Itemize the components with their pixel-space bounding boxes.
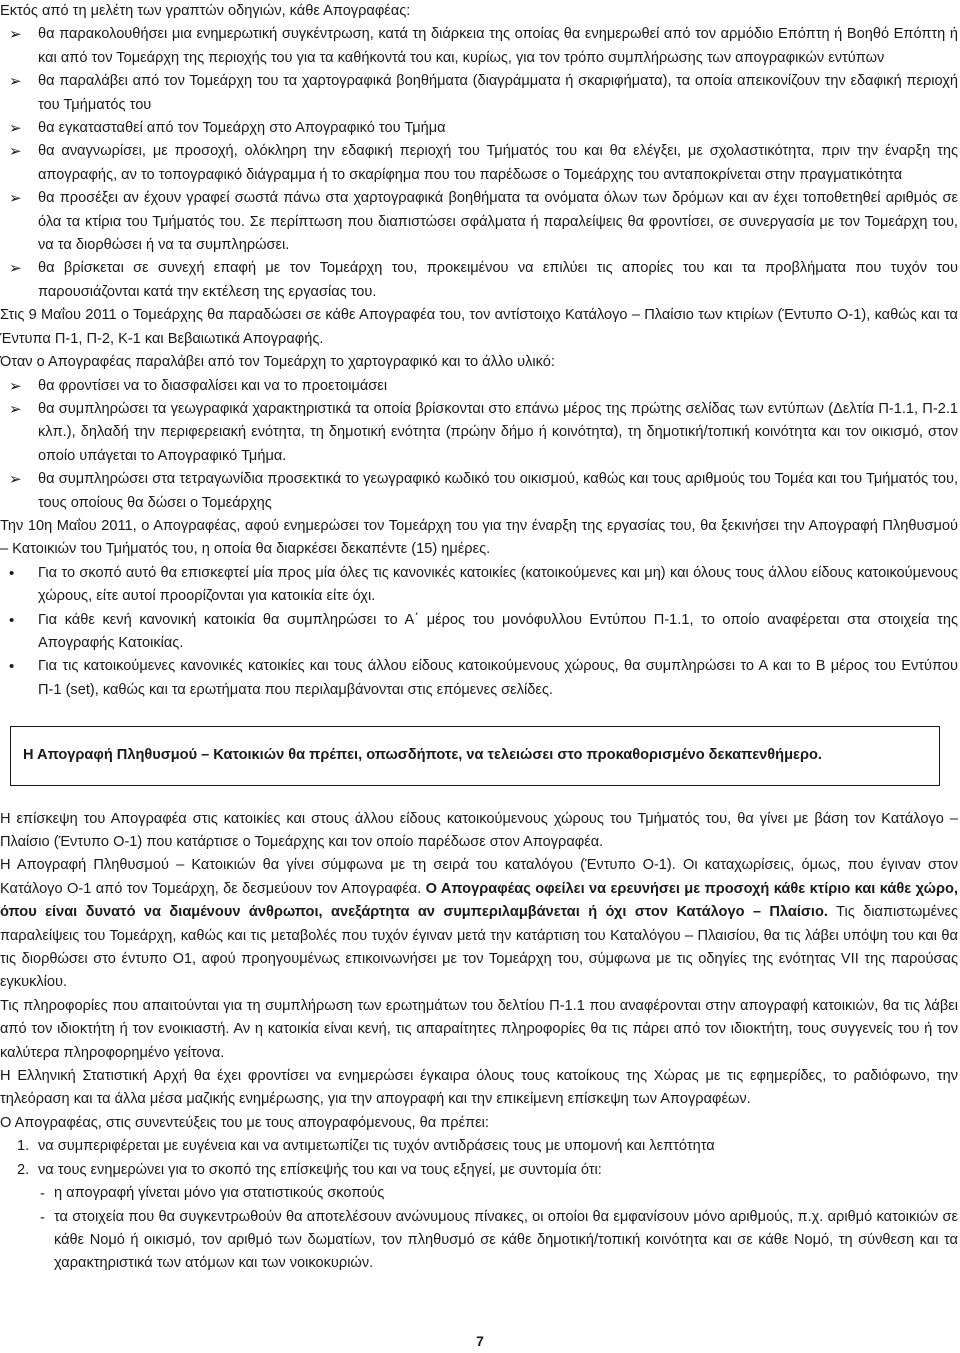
paragraph-may-10: Την 10η Μαΐου 2011, ο Απογραφέας, αφού ενημερώσει τον Τομεάρχη του για την έναρξη της εργασίας του, θα ξεκινήσει την Απογραφή Πληθυσμού – Κατοικιών του Τμήματός του, η οποία θα διαρκέσει δεκαπέντε (15) ημέρες. — [0, 517, 958, 558]
paragraph-info: Τις πληροφορίες που απαιτούνται για τη συμπλήρωση των ερωτημάτων του δελτίου Π-1.1 που αναφέρονται στην απογραφή κατοικιών, θα τις λάβει από τον ιδιοκτήτη ή τον ενοικιαστή. Αν η κατοικία είναι κενή, τις απαραίτητες πληροφορίες θα τις πάρει από τον ιδιοκτήτη, τους συγγενείς του ή τον καλύτερα πληροφορημένο γείτονα. — [0, 997, 958, 1061]
dash-list — [0, 1182, 958, 1276]
list-item: - η απογραφή γίνεται μόνο για στατιστικούς σκοπούς — [0, 1182, 958, 1205]
bullet-list — [0, 562, 958, 702]
paragraph-interviews: Ο Απογραφέας, στις συνεντεύξεις του με τους απογραφόμενους, θα πρέπει: — [0, 1114, 489, 1131]
round-bullet-icon: • — [9, 564, 15, 582]
list-item: ➢ θα βρίσκεται σε συνεχή επαφή με τον Τομεάρχη του, προκειμένου να επιλύει τις απορίες του και τα προβλήματα που τυχόν του παρουσιάζονται κατά την εκτέλεση της εργασίας του. — [0, 257, 958, 304]
list-item: • Για κάθε κενή κανονική κατοικία θα συμπληρώσει το Α΄ μέρος του μονόφυλλου Εντύπου Π-1.1, το οποίο αναφέρεται στα στοιχεία της Απογραφής Κατοικίας. — [0, 609, 958, 656]
list-item: ➢ θα προσέξει αν έχουν γραφεί σωστά πάνω στα χαρτογραφικά βοηθήματα τα ονόματα όλων των δρόμων και αν έχει τοποθετηθεί αριθμός σε όλα τα κτίρια του Τμήματός του. Σε περίπτωση που διαπιστώσει σφάλματα ή παραλείψεις θα φροντίσει, σε συνεργασία με τον Τομεάρχη του, να τα διορθώσει ή να τα συμπληρώσει. — [0, 187, 958, 257]
arrowhead-bullet-icon: ➢ — [9, 73, 22, 91]
list-item: ➢ θα συμπληρώσει στα τετραγωνίδια προσεκτικά το γεωγραφικό κωδικό του οικισμού, καθώς και τους αριθμούς του Τομέα και του Τμήματός του, τους οποίους θα δώσει ο Τομεάρχης — [0, 468, 958, 515]
round-bullet-icon: • — [9, 658, 15, 676]
dash-bullet-icon: - — [40, 1186, 45, 1203]
paragraph-may-9: Στις 9 Μαΐου 2011 ο Τομεάρχης θα παραδώσει σε κάθε Απογραφέα του, τον αντίστοιχο Κατάλογο – Πλαίσιο των κτιρίων (Έντυπο Ο-1), καθώς και τα Έντυπα Π-1, Π-2, Κ-1 και Βεβαιωτικά Απογραφής. — [0, 307, 958, 347]
dash-bullet-icon: - — [40, 1209, 45, 1226]
paragraph-order: Η Απογραφή Πληθυσμού – Κατοικιών θα γίνει σύμφωνα με τη σειρά του καταλόγου (Έντυπο Ο-1). Οι καταχωρίσεις, όμως, που έγιναν στον Κατάλογο Ο-1 από τον Τομεάρχη, δε δεσμεύουν τον Απογραφέα. Ο Απογραφέας οφείλει να ερευνήσει με προσοχή κάθε κτίριο και κάθε χώρο, όπου είναι δυνατό να διαμένουν άνθρωποι, ανεξάρτητα αν συμπεριλαμβάνεται ή όχι στον Κατάλογο – Πλαίσιο. Τις διαπιστωμένες παραλείψεις του Τομεάρχη, καθώς και τις μεταβολές που τυχόν έγιναν μετά την κατάρτιση του Καταλόγου – Πλαισίου, θα τις λάβει υπόψη του και θα τις διορθώσει στο έντυπο Ο1, αφού προηγουμένως επικοινωνήσει με τον Τομεάρχη του, σύμφωνα με τις οδηγίες της ενότητας VII της παρούσας εγκυκλίου. — [0, 857, 958, 991]
list-item: 1. να συμπεριφέρεται με ευγένεια και να αντιμετωπίζει τις τυχόν αντιδράσεις τους με υπομονή και λεπτότητα — [17, 1138, 715, 1155]
paragraph-receive-material: Όταν ο Απογραφέας παραλάβει από τον Τομεάρχη το χαρτογραφικό και το άλλο υλικό: — [0, 354, 555, 371]
emphasis-text: Ο Απογραφέας οφείλει να ερευνήσει με προσοχή κάθε κτίριο και κάθε χώρο, όπου είναι δυνατό να διαμένουν άνθρωποι, ανεξάρτητα αν συμπεριλαμβάνεται ή όχι στον Κατάλογο – Πλαίσιο. — [0, 880, 958, 921]
list-item: ➢ θα εγκατασταθεί από τον Τομεάρχη στο Απογραφικό του Τμήμα — [0, 117, 958, 140]
arrowhead-bullet-icon: ➢ — [9, 260, 22, 278]
list-item: • Για το σκοπό αυτό θα επισκεφτεί μία προς μία όλες τις κανονικές κατοικίες (κατοικούμενες και μη) και όλους τους άλλου είδους κατοικούμενους χώρους, είτε αυτοί προορίζονται για κατοικία είτε όχι. — [0, 562, 958, 609]
arrowhead-bullet-icon: ➢ — [9, 26, 22, 44]
arrowhead-bullet-icon: ➢ — [9, 143, 22, 161]
numbered-list — [0, 1135, 958, 1182]
list-item: ➢ θα αναγνωρίσει, με προσοχή, ολόκληρη την εδαφική περιοχή του Τμήματός του και θα ελέγξει, με σχολαστικότητα, πριν την έναρξη της απογραφής, αν το τοπογραφικό διάγραμμα ή το σκαρίφημα που του παρέδωσε ο Τομεάρχης του ανταποκρίνεται στην πραγματικότητα — [0, 140, 958, 187]
list-item: • Για τις κατοικούμενες κανονικές κατοικίες και τους άλλου είδους κατοικούμενους χώρους, θα συμπληρώσει το Α και το Β μέρος του Εντύπου Π-1 (set), καθώς και τα ερωτήματα που περιλαμβάνονται στις επόμενες σελίδες. — [0, 655, 958, 702]
intro-text: Εκτός από τη μελέτη των γραπτών οδηγιών, κάθε Απογραφέας: — [0, 3, 411, 19]
arrowhead-bullet-icon: ➢ — [9, 190, 22, 208]
list-item: - τα στοιχεία που θα συγκεντρωθούν θα αποτελέσουν ανώνυμους πίνακες, οι οποίοι θα εμφανίσουν μόνο αριθμούς, π.χ. αριθμό κατοικιών σε κάθε Νομό ή οικισμό, τον αριθμό των δωματίων, τον πληθυσμό σε κάθε δημοτική/τοπική κοινότητα και σε κάθε Νομό, τη σύνθεση και τα χαρακτηριστικά των ατόμων και των νοικοκυριών. — [40, 1208, 958, 1272]
list-item: 2. να τους ενημερώνει για το σκοπό της επίσκεψής του και να τους εξηγεί, με συντομία ότι: — [17, 1161, 602, 1178]
list-item: ➢ θα παρακολουθήσει μια ενημερωτική συγκέντρωση, κατά τη διάρκεια της οποίας θα ενημερωθεί από τον αρμόδιο Επόπτη ή Βοηθό Επόπτη ή και από τον Τομεάρχη της περιοχής του για τα καθήκοντά του και, κυρίως, για τον τρόπο συμπλήρωσης των απογραφικών εντύπων — [0, 23, 958, 70]
arrow-list-1 — [0, 23, 958, 304]
paragraph-elstat: Η Ελληνική Στατιστική Αρχή θα έχει φροντίσει να ενημερώσει έγκαιρα όλους τους κατοίκους της Χώρας με τις εφημερίδες, το ραδιόφωνο, την τηλεόραση και τα άλλα μέσα μαζικής ενημέρωσης, για την απογραφή και την επικείμενη επίσκεψη των Απογραφέων. — [0, 1068, 958, 1108]
list-item: ➢ θα συμπληρώσει τα γεωγραφικά χαρακτηριστικά τα οποία βρίσκονται στο επάνω μέρος της πρώτης σελίδας των εντύπων (Δελτία Π-1.1, Π-2.1 κλπ.), δηλαδή την περιφερειακή ενότητα, τη δημοτική ενότητα (πρώην δήμο ή κοινότητα), τη δημοτική/τοπική κοινότητα και τον οικισμό, στον οποίο υπάγεται το Απογραφικό Τμήμα. — [0, 398, 958, 468]
notice-box: Η Απογραφή Πληθυσμού – Κατοικιών θα πρέπει, οπωσδήποτε, να τελειώσει στο προκαθορισμένο δεκαπενθήμερο. — [10, 726, 940, 785]
arrowhead-bullet-icon: ➢ — [9, 377, 22, 395]
arrowhead-bullet-icon: ➢ — [9, 471, 22, 489]
round-bullet-icon: • — [9, 611, 15, 629]
list-item: ➢ θα φροντίσει να το διασφαλίσει και να το προετοιμάσει — [0, 375, 958, 398]
page-number: 7 — [476, 1333, 484, 1349]
paragraph-visit: Η επίσκεψη του Απογραφέα στις κατοικίες και στους άλλου είδους κατοικούμενους χώρους του Τμήματός του, θα γίνει με βάση τον Κατάλογο – Πλαίσιο (Έντυπο Ο-1) που κατάρτισε ο Τομεάρχης και τον οποίο παρέδωσε στον Απογραφέα. — [0, 810, 958, 850]
arrowhead-bullet-icon: ➢ — [9, 400, 22, 418]
arrow-list-2 — [0, 375, 958, 515]
arrowhead-bullet-icon: ➢ — [9, 120, 22, 138]
list-item: ➢ θα παραλάβει από τον Τομεάρχη του τα χαρτογραφικά βοηθήματα (διαγράμματα ή σκαριφήματα), τα οποία απεικονίζουν την εδαφική περιοχή του Τμήματός του — [0, 70, 958, 117]
